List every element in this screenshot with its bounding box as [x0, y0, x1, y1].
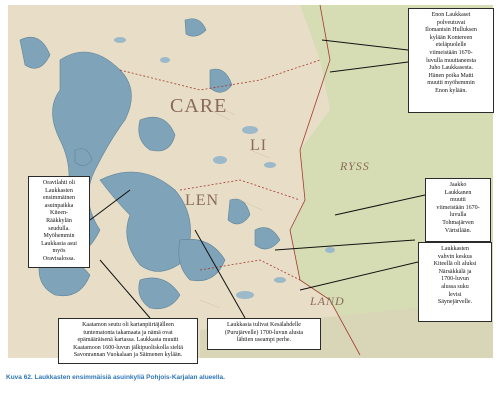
map-label-land: LAND	[310, 294, 345, 308]
map-label-len: LEN	[185, 192, 220, 209]
callout-jaakko: Jaakko Laukkanen muutti viimeistään 1670- luvulla Tohmajärven Värtsilään.	[425, 178, 491, 242]
callout-kesalahti: Laukkasia tulivat Kesälahdelle (Purujärvelle) 1700-luvun alusta lähtien useampi perhe.	[207, 318, 321, 350]
callout-kaatamo: Kaatamon seutu oli kartanpiirtäjälleen tuntematonta takamaata ja nämä ovat epämääräisenä kartassa. Laukkasta muutti Kaatamoon 1600-luvun jälkipuoliskolla sieltä Savonrannan Vuokalaan ja Säimenen kylään.	[58, 318, 198, 364]
figure-caption: Kuva 62. Laukkasten ensimmäisiä asuinkyliä Pohjois-Karjalan alueella.	[6, 374, 225, 381]
callout-oravilahti: Oravilahti oli Laukkasten ensimmäinen asuinpaikka Kiteen- Rääkkylän seudulla. Myöhemmin Laukkasia asui myös Oravisalossa.	[28, 176, 90, 268]
map-label-ryss: RYSS	[340, 159, 370, 173]
callout-kesku: Laukkasten vahvin keskus Kiteellä oli aluksi Närsäkkälä ja 1700-luvun alussa suku levisi Säynejärvelle.	[418, 242, 492, 322]
callout-enon: Enon Laukkaset polveutuvat Ilomantsin Hulluksen kylään Kontereen eteläpuolelle viimeistään 1670- luvulla muuttaneesta Juho Laukkasesta. Hänen poika Matti muutti myöhemmin Enon kylään.	[408, 8, 494, 113]
map-label-care: CARE	[170, 95, 228, 117]
map-label-li: LI	[250, 137, 268, 154]
